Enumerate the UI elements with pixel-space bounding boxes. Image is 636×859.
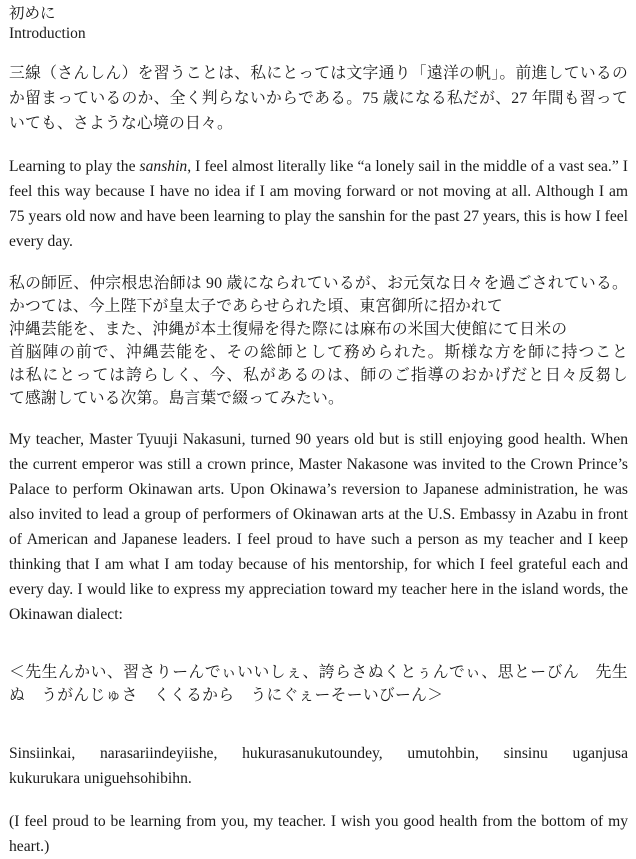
document-page	[9, 0, 628, 855]
paragraph-2-japanese	[9, 272, 628, 410]
romanized-verse-line: Sinsiinkai, narasariindeyiishe, hukurasanukutoundey, umutohbin, sinsinu uganjusa	[9, 744, 628, 762]
heading-english: Introduction	[9, 25, 86, 42]
paragraph-2-japanese-line: 首脳陣の前で、沖縄芸能を、その総師として務められた。斯様な方を師に持つこと	[9, 344, 628, 361]
paragraph-1-japanese: 三線（さんしん）を習うことは、私にとっては文字通り「遠洋の帆」。前進しているのか留まっているのか、全く判らないからである。75 歳になる私だが、27 年間も習っていても、さような心境の日々。	[9, 65, 628, 132]
sanshin-italic: sanshin	[139, 158, 188, 175]
paragraph-2-japanese-line: かつては、今上陛下が皇太子であらせられた頃、東宮御所に招かれて	[9, 298, 503, 315]
romanized-verse	[9, 741, 628, 791]
paragraph-2-japanese-line: 私の師匠、仲宗根忠治師は 90 歳になられているが、お元気な日々を過ごされている。	[9, 275, 628, 292]
english-translation: (I feel proud to be learning from you, my teacher. I wish you good health from the bottom of my heart.)	[9, 812, 628, 855]
dialect-verse-japanese: ＜先生んかい、習さりーんでぃいいしぇ、誇らさぬくとぅんでぃ、思とーびん 先生ぬ うがんじゅさ くくるから うにぐぇーそーいびーん＞	[9, 663, 628, 704]
paragraph-2-japanese-line: 沖縄芸能を、また、沖縄が本土復帰を得た際には麻布の米国大使館にて日米の	[9, 321, 568, 338]
heading-japanese: 初めに	[9, 5, 56, 22]
paragraph-2-japanese-line: は私にとっては誇らしく、今、私があるのは、師のご指導のおかげだと日々反芻し	[9, 367, 628, 384]
paragraph-1-english: Learning to play the sanshin, I feel almost literally like “a lonely sail in the middle of a vast sea.” I feel this way because I have no idea if I am moving forward or not moving at all. Although I am 75 years old now and have been learning to play the sanshin for the past 27 years, this is how I feel every day.	[9, 158, 628, 250]
romanized-verse-line: kukurukara uniguehsohibihn.	[9, 769, 192, 787]
paragraph-2-english: My teacher, Master Tyuuji Nakasuni, turned 90 years old but is still enjoying good health. When the current emperor was still a crown prince, Master Nakasone was invited to the Crown Prince’s Palace to perform Okinawan arts. Upon Okinawa’s reversion to Japanese administration, he was also invited to lead a group of performers of Okinawan arts at the U.S. Embassy in Azabu in front of American and Japanese leaders. I feel proud to have such a person as my teacher and I keep thinking that I am what I am today because of his mentorship, for which I feel grateful each and every day. I would like to express my appreciation toward my teacher here in the island words, the Okinawan dialect:	[9, 431, 628, 623]
paragraph-2-japanese-line: て感謝している次第。島言葉で綴ってみたい。	[9, 390, 344, 407]
